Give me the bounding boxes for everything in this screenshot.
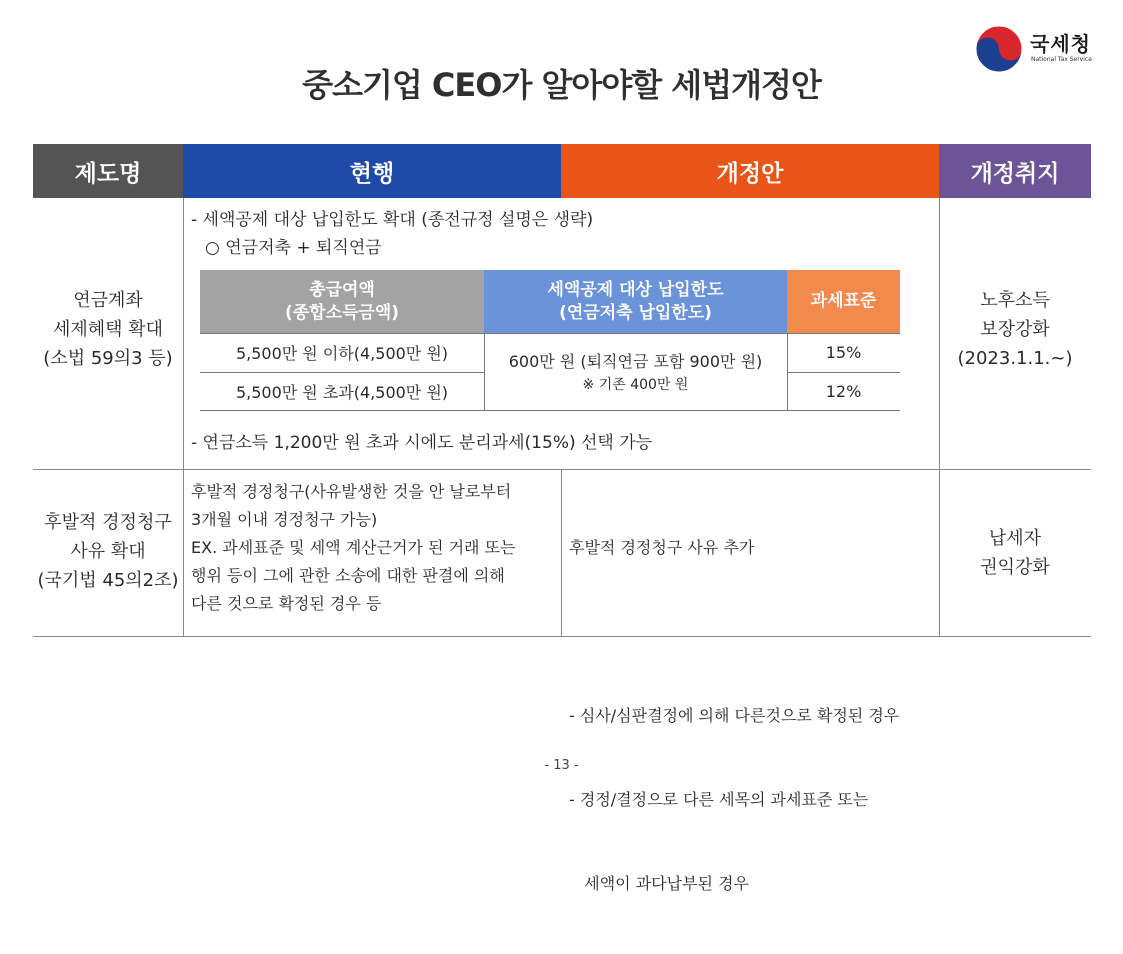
page-number: - 13 -	[544, 758, 579, 773]
row1-subitem: ○ 연금저축 + 퇴직연금	[205, 238, 382, 258]
inner-cell-income-low: 5,500만 원 이하(4,500만 원)	[235, 344, 449, 363]
row2-purpose: 납세자 권익강화	[980, 528, 1050, 578]
row1-purpose: 노후소득 보장강화 (2023.1.1.~)	[957, 290, 1073, 369]
page-title: 중소기업 CEO가 알아야할 세법개정안	[302, 66, 821, 104]
row2-system-name: 후발적 경정청구 사유 확대 (국기법 45의2조)	[37, 512, 179, 591]
row1-description: - 세액공제 대상 납입한도 확대 (종전규정 설명은 생략)	[191, 210, 594, 230]
inner-header-income: 총급여액 (종합소득금액)	[200, 270, 484, 333]
row1-system-name: 연금계좌 세제혜택 확대 (소법 59의3 등)	[43, 290, 173, 369]
inner-cell-rate-low: 15%	[825, 343, 862, 362]
inner-cell-limit: 600만 원 (퇴직연금 포함 900만 원) ※ 기존 400만 원	[508, 351, 763, 393]
inner-bottom-border	[200, 410, 900, 411]
row2-current-rule: 후발적 경정청구(사유발생한 것을 안 날로부터 3개월 이내 경정청구 가능) EX. 과세표준 및 세액 계산근거가 된 거래 또는 행위 등이 그에 관한 소송에 대한 판결에 의해 다른 것으로 확정된 경우 등	[191, 482, 516, 613]
header-proposal: 개정안	[561, 144, 939, 198]
inner-cell-rate-high: 12%	[825, 381, 862, 401]
column-divider	[561, 469, 562, 637]
logo-title: 국세청	[1030, 32, 1091, 56]
row1-footer-note: - 연금소득 1,200만 원 초과 시에도 분리과세(15%) 선택 가능	[191, 433, 653, 453]
inner-header-limit: 세액공제 대상 납입한도 (연금저축 납입한도)	[484, 270, 787, 333]
inner-header-tax-base: 과세표준	[787, 270, 900, 333]
header-purpose: 개정취지	[939, 144, 1091, 198]
column-divider	[183, 198, 184, 637]
inner-cell-income-high: 5,500만 원 초과(4,500만 원)	[235, 382, 449, 402]
header-current: 현행	[183, 144, 561, 198]
logo-subtitle: National Tax Service	[1031, 56, 1092, 63]
header-system-name: 제도명	[33, 144, 183, 198]
row2-proposal: 후발적 경정청구 사유 추가 - 심사/심판결정에 의해 다른것으로 확정된 경우 - 경정/결정으로 다른 세목의 과세표준 또는 세액이 과다납부된 경우	[569, 538, 900, 893]
contribution-limit-table	[200, 270, 900, 411]
row-divider	[33, 469, 1091, 470]
